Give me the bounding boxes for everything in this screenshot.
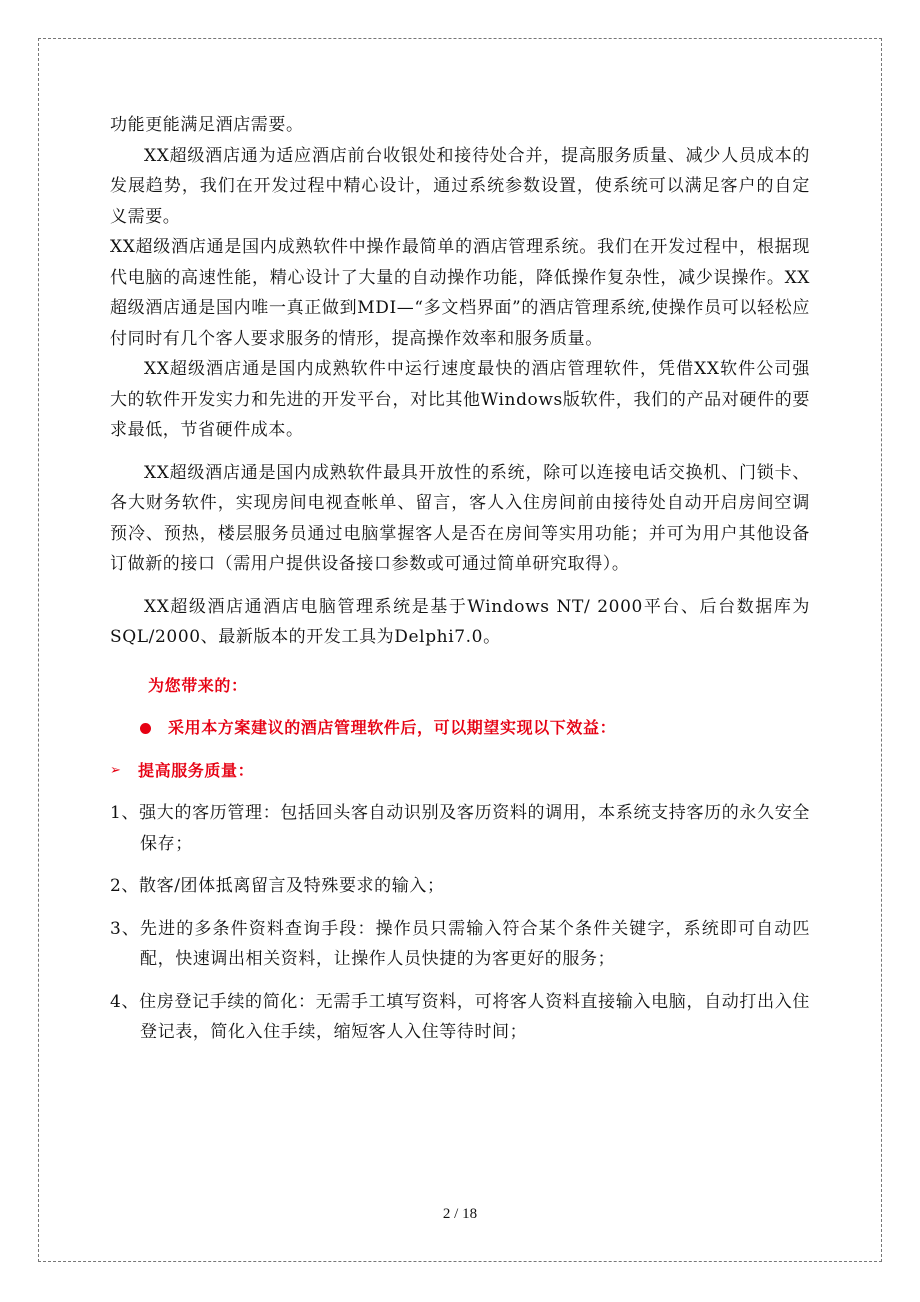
page-number: 2 / 18 bbox=[442, 1206, 478, 1222]
paragraph-speed: XX超级酒店通是国内成熟软件中运行速度最快的酒店管理软件，凭借XX软件公司强大的软件开发实力和先进的开发平台，对比其他Windows版软件，我们的产品对硬件的要求最低，节省硬件成本。 bbox=[110, 359, 810, 440]
list-item: 4、住房登记手续的简化：无需手工填写资料，可将客人资料直接输入电脑，自动打出入住登记表，简化入住手续，缩短客人入住等待时间； bbox=[110, 991, 810, 1042]
paragraph-continuation: 功能更能满足酒店需要。 bbox=[110, 115, 304, 135]
heading-quality-text: 提高服务质量： bbox=[138, 760, 255, 780]
document-body bbox=[110, 110, 810, 1048]
list-item: 2、散客/团体抵离留言及特殊要求的输入； bbox=[110, 876, 445, 896]
red-dot-icon bbox=[140, 723, 151, 734]
paragraph-platform: XX超级酒店通酒店电脑管理系统是基于Windows NT/ 2000平台、后台数据库为SQL/2000、最新版本的开发工具为Delphi7.0。 bbox=[110, 596, 810, 647]
heading-benefit-text: 采用本方案建议的酒店管理软件后，可以期望实现以下效益： bbox=[168, 718, 617, 737]
list-item: 3、先进的多条件资料查询手段：操作员只需输入符合某个条件关键字，系统即可自动匹配，快速调出相关资料，让操作人员快捷的为客更好的服务； bbox=[110, 918, 810, 969]
heading-bring: 为您带来的： bbox=[148, 675, 248, 695]
list-item: 1、强大的客历管理：包括回头客自动识别及客历资料的调用，本系统支持客历的永久安全保存； bbox=[110, 803, 810, 854]
heading-benefit bbox=[110, 713, 810, 744]
paragraph-adaptation: XX超级酒店通为适应酒店前台收银处和接待处合并，提高服务质量、减少人员成本的发展趋势，我们在开发过程中精心设计，通过系统参数设置，使系统可以满足客户的自定义需要。 bbox=[110, 145, 810, 227]
red-arrow-icon: ➢ bbox=[110, 762, 122, 778]
paragraph-simplicity: XX超级酒店通是国内成熟软件中操作最简单的酒店管理系统。我们在开发过程中，根据现代电脑的高速性能，精心设计了大量的自动操作功能，降低操作复杂性，减少误操作。XX超级酒店通是国内唯一真正做到MDI—“多文档界面”的酒店管理系统,使操作员可以轻松应付同时有几个客人要求服务的情形，提高操作效率和服务质量。 bbox=[110, 237, 810, 349]
paragraph-openness: XX超级酒店通是国内成熟软件最具开放性的系统，除可以连接电话交换机、门锁卡、各大财务软件，实现房间电视查帐单、留言，客人入住房间前由接待处自动开启房间空调预冷、预热，楼层服务员通过电脑掌握客人是否在房间等实用功能；并可为用户其他设备订做新的接口（需用户提供设备接口参数或可通过简单研究取得）。 bbox=[110, 462, 810, 574]
heading-quality bbox=[110, 756, 810, 787]
